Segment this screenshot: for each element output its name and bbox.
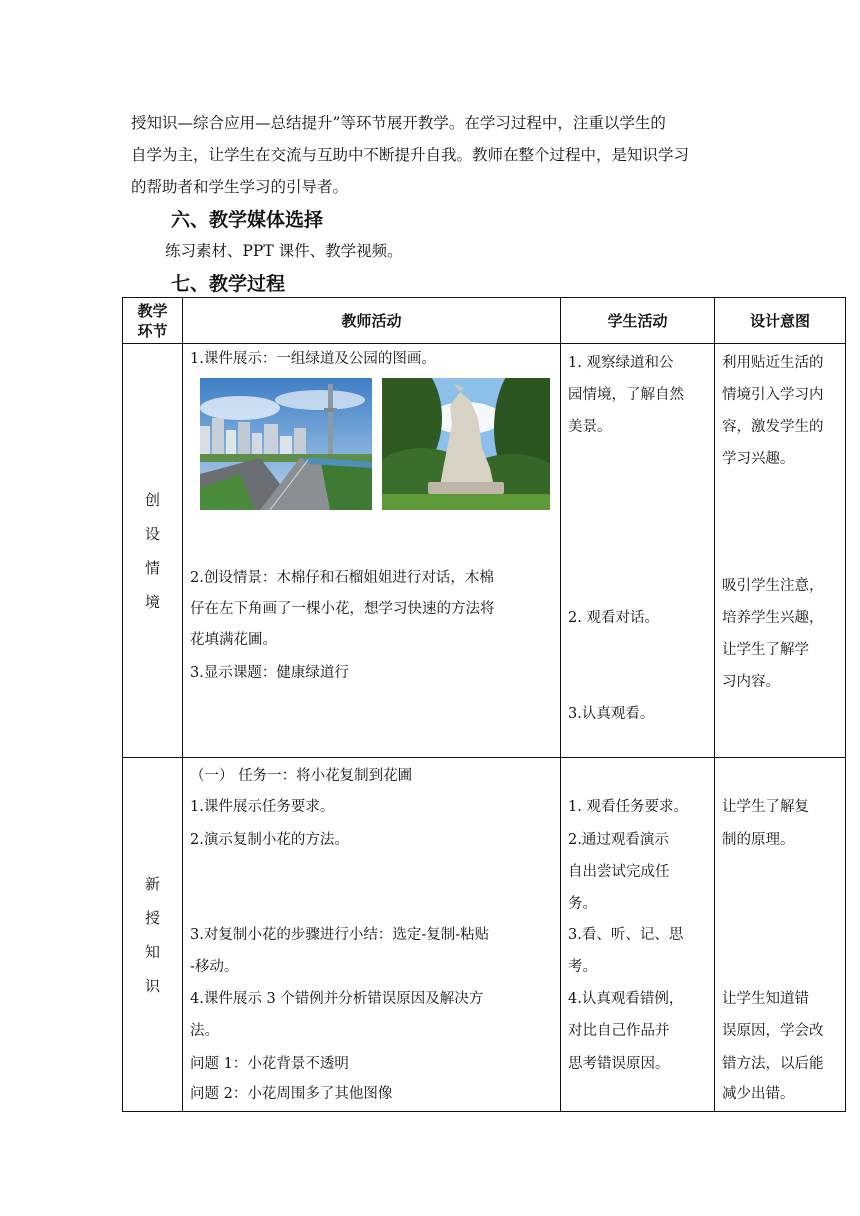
intro-line-2: 自学为主，让学生在交流与互助中不断提升自我。教师在整个过程中，是知识学习 [131, 146, 690, 164]
greenway-photo [200, 378, 372, 510]
lesson-table [122, 297, 846, 1112]
stage-create-situation: 创 设 情 境 [123, 344, 183, 758]
intro-line-1: 授知识—综合应用—总结提升”等环节展开教学。在学习过程中，注重以学生的 [131, 114, 666, 132]
teacher-line: 仔在左下角画了一棵小花，想学习快速的方法将 [190, 601, 495, 617]
table-row [123, 344, 846, 758]
teacher-line: 问题 1：小花背景不透明 [190, 1056, 349, 1072]
header-teacher: 教师活动 [183, 298, 561, 344]
intent-line: 培养学生兴趣， [722, 610, 824, 626]
student-line: 3.看、听、记、思 [568, 927, 684, 943]
student-line: 务。 [568, 896, 597, 912]
header-student: 学生活动 [561, 298, 715, 344]
student-line: 2.通过观看演示 [568, 832, 669, 848]
student-line: 4.认真观看错例， [568, 991, 684, 1007]
intent-line: 让学生了解学 [722, 642, 809, 658]
teacher-line: 问题 2：小花周围多了其他图像 [190, 1086, 393, 1102]
teacher-line: 3.对复制小花的步骤进行小结：选定-复制-粘贴 [190, 927, 490, 943]
teacher-line: 2.演示复制小花的方法。 [190, 832, 349, 848]
teacher-activity-cell [183, 758, 561, 1112]
intent-line: 让学生了解复 [722, 799, 809, 815]
teacher-line: 1.课件展示：一组绿道及公园的图画。 [190, 351, 436, 367]
student-line: 思考错误原因。 [568, 1056, 670, 1072]
intent-line: 减少出错。 [722, 1086, 795, 1102]
design-intent-cell [715, 344, 846, 758]
stage-new-knowledge: 新 授 知 识 [123, 758, 183, 1112]
goat-statue-park-photo [382, 378, 550, 510]
student-line: 1. 观看任务要求。 [568, 799, 688, 815]
intent-line: 情境引入学习内 [722, 387, 824, 403]
student-line: 园情境，了解自然 [568, 387, 684, 403]
greenway-park-images [200, 378, 552, 510]
header-stage: 教学 环节 [123, 298, 183, 344]
intent-line: 让学生知道错 [722, 991, 809, 1007]
intent-line: 吸引学生注意， [722, 578, 824, 594]
teacher-activity-cell [183, 344, 561, 758]
intent-line: 误原因，学会改 [722, 1023, 824, 1039]
student-line: 3.认真观看。 [568, 706, 655, 722]
section-7-title: 七、教学过程 [171, 273, 286, 295]
teacher-line: 1.课件展示任务要求。 [190, 799, 335, 815]
intent-line: 习内容。 [722, 674, 780, 690]
teacher-line: -移动。 [190, 959, 239, 975]
student-line: 自出尝试完成任 [568, 864, 670, 880]
section-6-text: 练习素材、PPT 课件、教学视频。 [165, 242, 403, 260]
intent-line: 容，激发学生的 [722, 419, 824, 435]
section-6-title: 六、教学媒体选择 [171, 209, 324, 231]
student-line: 考。 [568, 959, 597, 975]
intent-line: 制的原理。 [722, 832, 795, 848]
student-line: 对比自己作品并 [568, 1023, 670, 1039]
teacher-line: 2.创设情景：木棉仔和石榴姐姐进行对话，木棉 [190, 570, 494, 586]
intent-line: 错方法，以后能 [722, 1056, 824, 1072]
teacher-line: 4.课件展示 3 个错例并分析错误原因及解决方 [190, 991, 484, 1007]
intro-line-3: 的帮助者和学生学习的引导者。 [131, 178, 349, 196]
teacher-line: 3.显示课题：健康绿道行 [190, 665, 349, 681]
table-row [123, 758, 846, 1112]
intent-line: 学习兴趣。 [722, 451, 795, 467]
student-line: 美景。 [568, 419, 612, 435]
student-line: 2. 观看对话。 [568, 610, 659, 626]
student-line: 1. 观察绿道和公 [568, 355, 674, 371]
teacher-line: （一） 任务一：将小花复制到花圃 [190, 768, 413, 784]
table-header-row [123, 298, 846, 344]
student-activity-cell [561, 758, 715, 1112]
teacher-line: 花填满花圃。 [190, 632, 277, 648]
teacher-line: 法。 [190, 1023, 219, 1039]
design-intent-cell [715, 758, 846, 1112]
header-intent: 设计意图 [715, 298, 846, 344]
intent-line: 利用贴近生活的 [722, 355, 824, 371]
student-activity-cell [561, 344, 715, 758]
